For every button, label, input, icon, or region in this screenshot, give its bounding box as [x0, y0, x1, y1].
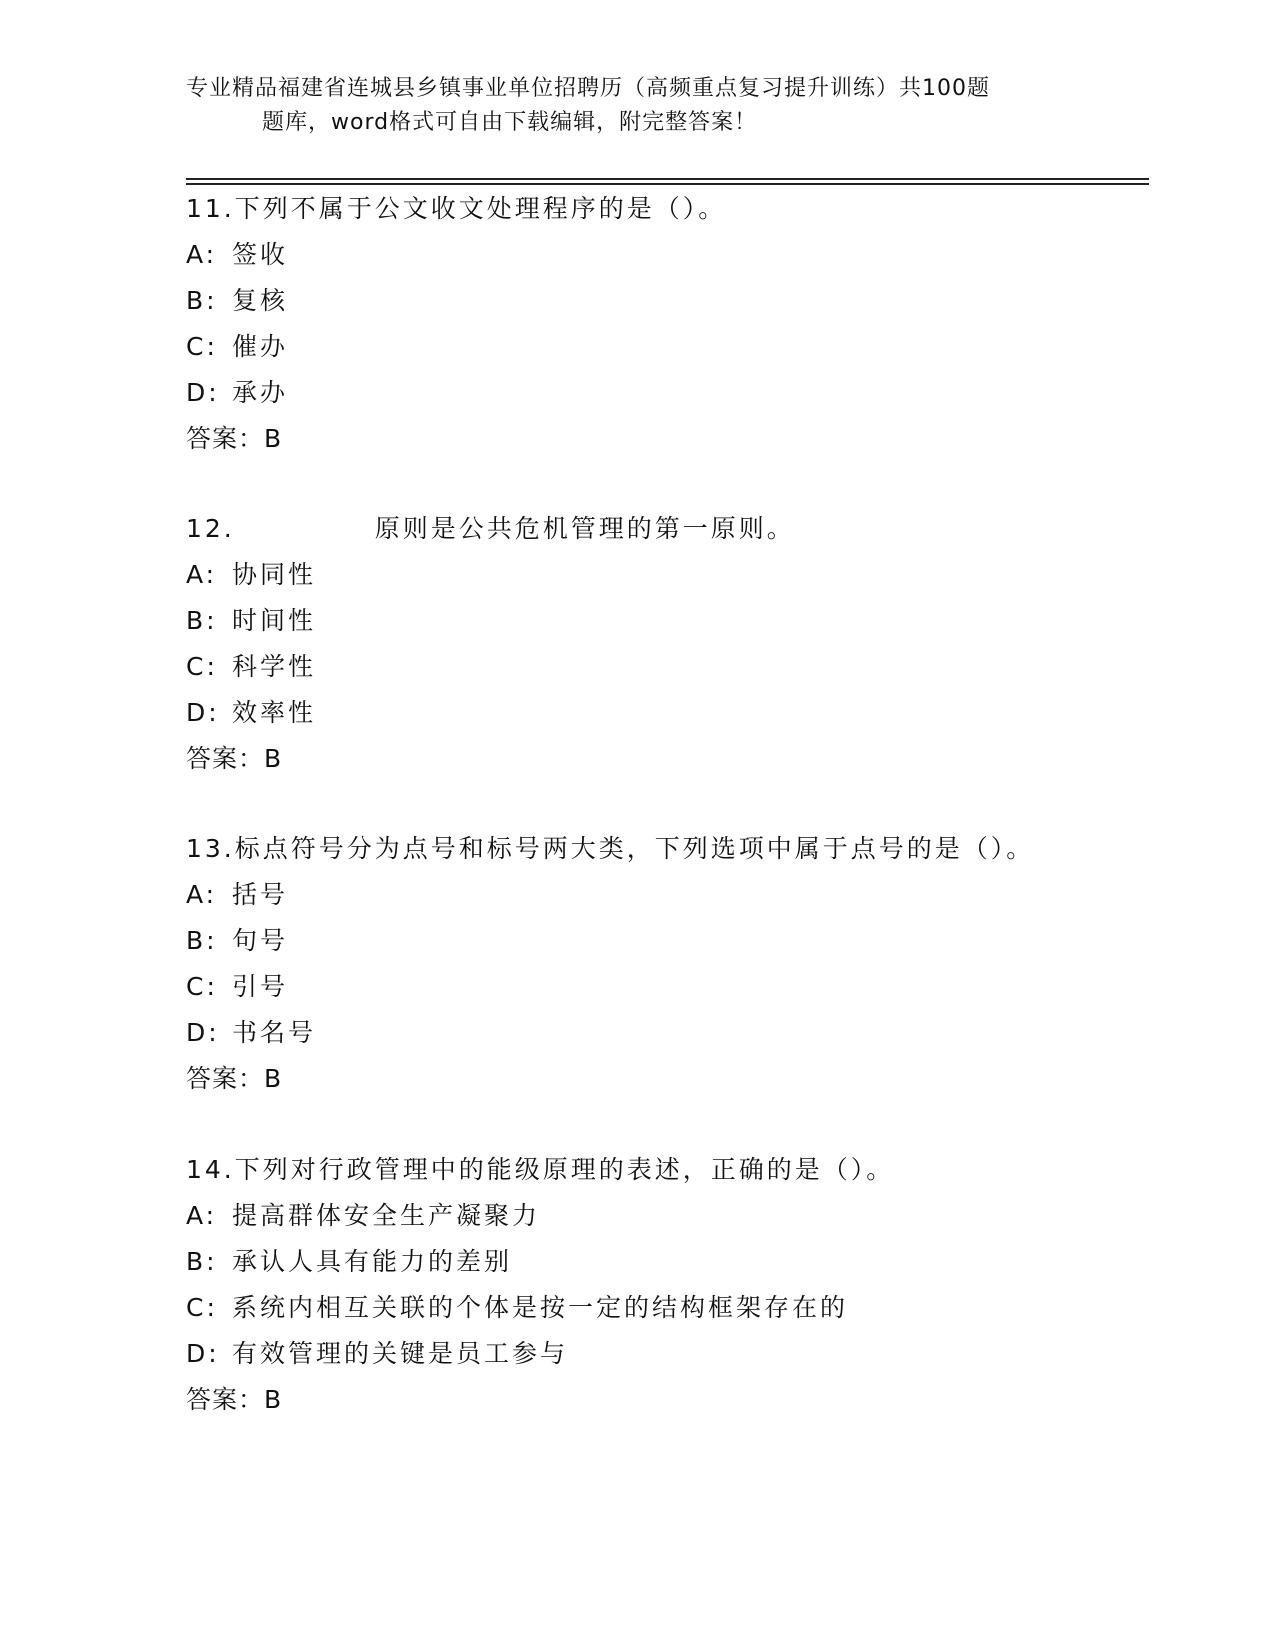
document-header: [186, 72, 1066, 140]
answer: 答案：B: [186, 1385, 283, 1414]
option-d: [186, 1010, 1146, 1056]
option-text: 承办: [232, 378, 289, 407]
header-rule-bottom: [186, 183, 1149, 185]
option-key: C:: [186, 332, 218, 361]
option-b: [186, 278, 1146, 324]
question-11: [186, 186, 1146, 462]
option-d: [186, 690, 1146, 736]
question-number: 12.: [186, 514, 235, 543]
option-key: D:: [186, 1339, 220, 1368]
option-c: [186, 1285, 1146, 1331]
answer: 答案：B: [186, 424, 283, 453]
option-key: C:: [186, 1293, 218, 1322]
question-stem: [186, 506, 1146, 552]
option-text: 提高群体安全生产凝聚力: [232, 1201, 541, 1230]
option-text: 承认人具有能力的差别: [232, 1247, 513, 1276]
question-text: 原则是公共危机管理的第一原则。: [374, 514, 795, 543]
option-text: 复核: [232, 286, 289, 315]
option-key: C:: [186, 972, 218, 1001]
header-line-2: 题库，word格式可自由下载编辑，附完整答案！: [262, 110, 758, 135]
question-12: [186, 506, 1146, 782]
option-text: 时间性: [232, 606, 317, 635]
option-key: A:: [186, 560, 218, 589]
option-key: A:: [186, 880, 218, 909]
question-stem: [186, 826, 1146, 872]
option-text: 系统内相互关联的个体是按一定的结构框架存在的: [232, 1293, 849, 1322]
option-c: [186, 644, 1146, 690]
header-line-1: 专业精品福建省连城县乡镇事业单位招聘历（高频重点复习提升训练）共100题: [186, 76, 990, 101]
header-rule-top: [186, 178, 1149, 180]
option-a: [186, 552, 1146, 598]
option-c: [186, 964, 1146, 1010]
option-text: 句号: [232, 926, 289, 955]
question-stem: [186, 1147, 1146, 1193]
question-number: 13.: [186, 834, 235, 863]
option-key: B:: [186, 926, 218, 955]
option-key: B:: [186, 606, 218, 635]
option-text: 有效管理的关键是员工参与: [232, 1339, 569, 1368]
option-c: [186, 324, 1146, 370]
option-a: [186, 232, 1146, 278]
option-d: [186, 1331, 1146, 1377]
question-stem: [186, 186, 1146, 232]
question-14: [186, 1147, 1146, 1423]
option-key: A:: [186, 240, 218, 269]
question-text: 下列不属于公文收文处理程序的是（）。: [234, 194, 727, 223]
option-b: [186, 1239, 1146, 1285]
option-text: 催办: [232, 332, 289, 361]
option-key: D:: [186, 698, 220, 727]
answer: 答案：B: [186, 744, 283, 773]
question-number: 14.: [186, 1155, 235, 1184]
option-key: D:: [186, 378, 220, 407]
option-text: 书名号: [232, 1018, 317, 1047]
question-13: [186, 826, 1146, 1102]
option-key: C:: [186, 652, 218, 681]
option-d: [186, 370, 1146, 416]
answer: 答案：B: [186, 1064, 283, 1093]
option-key: B:: [186, 1247, 218, 1276]
question-number: 11.: [186, 194, 235, 223]
option-b: [186, 598, 1146, 644]
option-b: [186, 918, 1146, 964]
option-text: 引号: [232, 972, 289, 1001]
question-text: 标点符号分为点号和标号两大类，下列选项中属于点号的是（）。: [234, 834, 1035, 863]
option-text: 括号: [232, 880, 289, 909]
question-text: 下列对行政管理中的能级原理的表述，正确的是（）。: [234, 1155, 895, 1184]
option-key: D:: [186, 1018, 220, 1047]
option-text: 协同性: [232, 560, 317, 589]
option-a: [186, 1193, 1146, 1239]
option-text: 效率性: [232, 698, 317, 727]
option-a: [186, 872, 1146, 918]
option-key: B:: [186, 286, 218, 315]
option-key: A:: [186, 1201, 218, 1230]
option-text: 签收: [232, 240, 289, 269]
option-text: 科学性: [232, 652, 317, 681]
